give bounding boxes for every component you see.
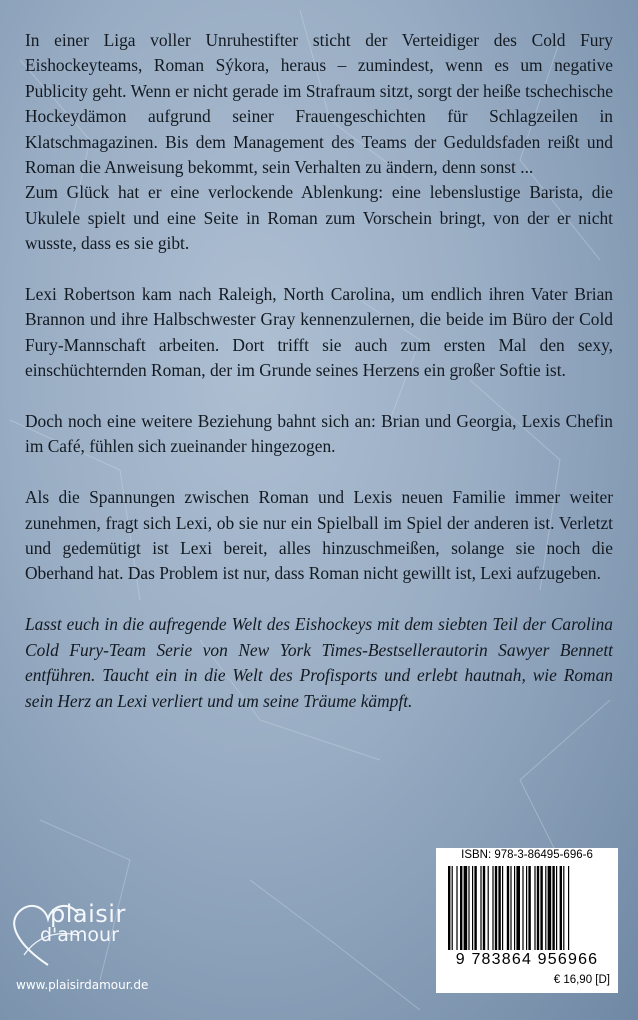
blurb-paragraph-5: Als die Spannungen zwischen Roman und Lexis neuen Familie immer weiter zunehmen, fragt sich Lexi, ob sie nur ein Spielball im Spiel der anderen ist. Verletzt und gedemütigt ist Lexi bereit, alles hinzuschmeißen, solange sie noch die Oberhand hat. Das Problem ist nur, dass Roman nicht gewillt ist, Lexi aufzugeben. bbox=[25, 487, 613, 584]
barcode-bar bbox=[545, 866, 546, 950]
blurb-paragraph-4: Doch noch eine weitere Beziehung bahnt sich an: Brian und Georgia, Lexis Chefin im Café, fühlen sich zueinander hingezogen. bbox=[25, 411, 613, 457]
barcode-bar bbox=[510, 866, 511, 950]
barcode-bar bbox=[488, 866, 489, 950]
barcode-bar bbox=[460, 866, 462, 950]
barcode-bar bbox=[526, 866, 527, 950]
barcode-bar bbox=[492, 866, 493, 950]
barcode-bar bbox=[560, 866, 562, 950]
back-cover-blurb bbox=[25, 28, 613, 739]
publisher-logo-text: plaisir bbox=[50, 900, 126, 928]
isbn-barcode-box bbox=[436, 848, 618, 993]
blurb-paragraph-3: Lexi Robertson kam nach Raleigh, North Carolina, um endlich ihren Vater Brian Brannon und ihre Halbschwester Gray kennenzulernen, die beide im Büro der Cold Fury-Mannschaft arbeiten. Dort trifft sie auch zum ersten Mal den sexy, einschüchternden Roman, der im Grunde seines Herzens ein großer Softie ist. bbox=[25, 284, 613, 381]
barcode-bar bbox=[456, 866, 457, 950]
blurb-paragraph-6: Lasst euch in die aufregende Welt des Eishockeys mit dem siebten Teil der Carolina Cold Fury-Team Serie von New York Times-Bestsellerautorin Sawyer Bennett entführen. Taucht ein in die Welt des Profisports und erlebt hautnah, wie Roman sein Herz an Lexi verliert und um seine Träume kämpft. bbox=[25, 614, 613, 711]
blurb-paragraph-2: Zum Glück hat er eine verlockende Ablenkung: eine lebenslustige Barista, die Ukulele spielt und eine Seite in Roman zum Vorschein bringt, von der er nicht wusste, dass es sie gibt. bbox=[25, 182, 613, 254]
barcode-bar bbox=[472, 866, 473, 950]
barcode-bar bbox=[483, 866, 485, 950]
barcode-bar bbox=[498, 866, 500, 950]
barcode-bar bbox=[534, 866, 535, 950]
barcode-bar bbox=[502, 866, 503, 950]
barcode-bar bbox=[568, 866, 569, 950]
barcode-digits: 9 783864 956966 bbox=[455, 951, 599, 968]
barcode-bar bbox=[548, 866, 552, 950]
barcode-bar bbox=[563, 866, 564, 950]
isbn-label: ISBN: 978-3-86495-696-6 bbox=[461, 849, 593, 861]
barcode-bar bbox=[514, 866, 515, 950]
barcode-bar bbox=[474, 866, 476, 950]
barcode-bar bbox=[468, 866, 469, 950]
barcode-bar bbox=[452, 866, 453, 950]
publisher-url: www.plaisirdamour.de bbox=[16, 978, 149, 992]
barcode-bar bbox=[507, 866, 509, 950]
barcode-bar bbox=[552, 866, 554, 950]
barcode-bar bbox=[537, 866, 539, 950]
barcode-bar bbox=[448, 866, 450, 950]
barcode-icon bbox=[444, 866, 610, 952]
barcode-bar bbox=[480, 866, 481, 950]
barcode-bar bbox=[495, 866, 497, 950]
barcode-bar bbox=[556, 866, 557, 950]
barcode-bar bbox=[540, 866, 542, 950]
price-label: € 16,90 [D] bbox=[553, 974, 610, 986]
barcode-bar bbox=[528, 866, 530, 950]
barcode-bar bbox=[522, 866, 523, 950]
barcode-bar bbox=[464, 866, 468, 950]
blurb-paragraph-1: In einer Liga voller Unruhestifter sticht der Verteidiger des Cold Fury Eishockeyteams, Roman Sýkora, heraus – zumindest, wenn es um negative Publicity geht. Wenn er nicht gerade im Strafraum sitzt, sorgt der heiße tschechische Hockeydämon aufgrund seiner Frauengeschichten für Schlagzeilen in Klatschmagazinen. Bis dem Management des Teams der Geduldsfaden reißt und Roman die Anweisung bekommt, sein Verhalten zu ändern, denn sonst ... bbox=[25, 30, 613, 178]
barcode-bar bbox=[516, 866, 520, 950]
publisher-logo-text-2: d'amour bbox=[40, 924, 119, 946]
